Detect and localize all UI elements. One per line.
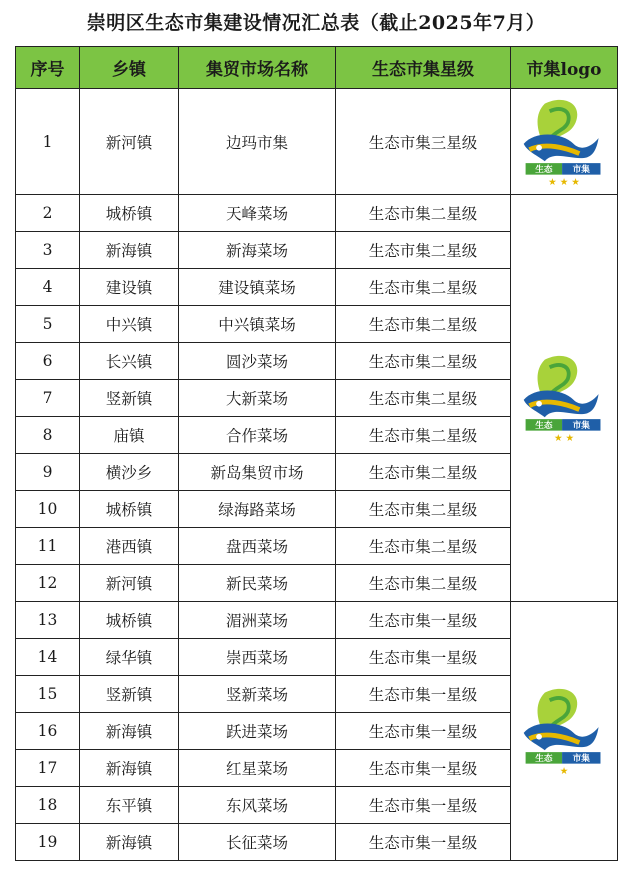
row-market-name: 合作菜场 (179, 417, 336, 454)
row-star-level: 生态市集二星级 (336, 454, 511, 491)
row-star-level: 生态市集三星级 (336, 89, 511, 195)
row-index: 2 (16, 195, 80, 232)
row-star-level: 生态市集二星级 (336, 565, 511, 602)
row-star-level: 生态市集二星级 (336, 528, 511, 565)
row-market-name: 跃进菜场 (179, 713, 336, 750)
logo-text-left: 生态 (535, 754, 553, 765)
row-town: 建设镇 (80, 269, 179, 306)
row-market-name: 圆沙菜场 (179, 343, 336, 380)
row-town: 长兴镇 (80, 343, 179, 380)
row-market-name: 新海菜场 (179, 232, 336, 269)
row-star-level: 生态市集二星级 (336, 269, 511, 306)
row-index: 10 (16, 491, 80, 528)
row-town: 横沙乡 (80, 454, 179, 491)
row-index: 8 (16, 417, 80, 454)
row-star-level: 生态市集一星级 (336, 602, 511, 639)
row-town: 城桥镇 (80, 602, 179, 639)
row-star-level: 生态市集二星级 (336, 232, 511, 269)
row-market-name: 边玛市集 (179, 89, 336, 195)
market-table (15, 46, 618, 861)
row-town: 城桥镇 (80, 491, 179, 528)
row-index: 11 (16, 528, 80, 565)
row-star-level: 生态市集一星级 (336, 824, 511, 861)
row-market-name: 建设镇菜场 (179, 269, 336, 306)
row-town: 绿华镇 (80, 639, 179, 676)
eco-market-logo-icon (516, 94, 612, 190)
row-market-name: 新岛集贸市场 (179, 454, 336, 491)
eco-market-logo-icon (516, 683, 612, 779)
logo-cell (511, 602, 618, 861)
row-town: 新海镇 (80, 232, 179, 269)
table-row (16, 602, 618, 639)
row-market-name: 长征菜场 (179, 824, 336, 861)
logo-cell (511, 89, 618, 195)
row-star-level: 生态市集一星级 (336, 639, 511, 676)
header-market-name: 集贸市场名称 (179, 47, 336, 89)
row-index: 5 (16, 306, 80, 343)
star-icon: ★ (548, 176, 557, 188)
row-star-level: 生态市集一星级 (336, 750, 511, 787)
row-star-level: 生态市集一星级 (336, 713, 511, 750)
header-star-level: 生态市集星级 (336, 47, 511, 89)
row-market-name: 盘西菜场 (179, 528, 336, 565)
row-market-name: 竖新菜场 (179, 676, 336, 713)
page-title: 崇明区生态市集建设情况汇总表（截止2025年7月） (86, 12, 546, 34)
row-town: 庙镇 (80, 417, 179, 454)
row-market-name: 大新菜场 (179, 380, 336, 417)
header-index: 序号 (16, 47, 80, 89)
row-town: 中兴镇 (80, 306, 179, 343)
logo-text-right: 市集 (572, 164, 590, 175)
star-icon: ★ (565, 433, 575, 445)
header-logo: 市集logo (511, 47, 618, 89)
row-market-name: 天峰菜场 (179, 195, 336, 232)
row-market-name: 红星菜场 (179, 750, 336, 787)
row-town: 东平镇 (80, 787, 179, 824)
row-town: 新海镇 (80, 750, 179, 787)
logo-cell (511, 195, 618, 602)
star-icon: ★ (559, 176, 569, 188)
row-star-level: 生态市集二星级 (336, 491, 511, 528)
row-star-level: 生态市集二星级 (336, 380, 511, 417)
row-market-name: 中兴镇菜场 (179, 306, 336, 343)
row-index: 16 (16, 713, 80, 750)
table-header-row (16, 47, 618, 89)
logo-text-right: 市集 (572, 754, 590, 765)
row-index: 14 (16, 639, 80, 676)
row-star-level: 生态市集二星级 (336, 195, 511, 232)
row-index: 4 (16, 269, 80, 306)
row-index: 15 (16, 676, 80, 713)
star-icon: ★ (559, 766, 569, 778)
row-town: 新河镇 (80, 565, 179, 602)
row-star-level: 生态市集一星级 (336, 787, 511, 824)
row-town: 城桥镇 (80, 195, 179, 232)
eco-market-logo-icon (516, 350, 612, 446)
row-town: 新河镇 (80, 89, 179, 195)
row-town: 新海镇 (80, 713, 179, 750)
row-index: 13 (16, 602, 80, 639)
row-star-level: 生态市集二星级 (336, 417, 511, 454)
logo-text-left: 生态 (535, 164, 553, 175)
row-index: 7 (16, 380, 80, 417)
row-star-level: 生态市集二星级 (336, 306, 511, 343)
row-star-level: 生态市集一星级 (336, 676, 511, 713)
row-town: 港西镇 (80, 528, 179, 565)
row-index: 19 (16, 824, 80, 861)
star-icon: ★ (571, 176, 580, 188)
star-icon: ★ (553, 433, 563, 445)
row-index: 3 (16, 232, 80, 269)
row-market-name: 湄洲菜场 (179, 602, 336, 639)
row-market-name: 绿海路菜场 (179, 491, 336, 528)
row-town: 竖新镇 (80, 380, 179, 417)
row-index: 17 (16, 750, 80, 787)
row-index: 18 (16, 787, 80, 824)
row-town: 竖新镇 (80, 676, 179, 713)
row-index: 12 (16, 565, 80, 602)
row-star-level: 生态市集二星级 (336, 343, 511, 380)
row-index: 6 (16, 343, 80, 380)
header-town: 乡镇 (80, 47, 179, 89)
table-row (16, 195, 618, 232)
row-market-name: 东风菜场 (179, 787, 336, 824)
row-market-name: 崇西菜场 (179, 639, 336, 676)
logo-text-left: 生态 (535, 421, 553, 432)
row-index: 1 (16, 89, 80, 195)
table-row (16, 89, 618, 195)
row-town: 新海镇 (80, 824, 179, 861)
row-index: 9 (16, 454, 80, 491)
row-market-name: 新民菜场 (179, 565, 336, 602)
table-body (16, 89, 618, 861)
logo-text-right: 市集 (572, 421, 590, 432)
